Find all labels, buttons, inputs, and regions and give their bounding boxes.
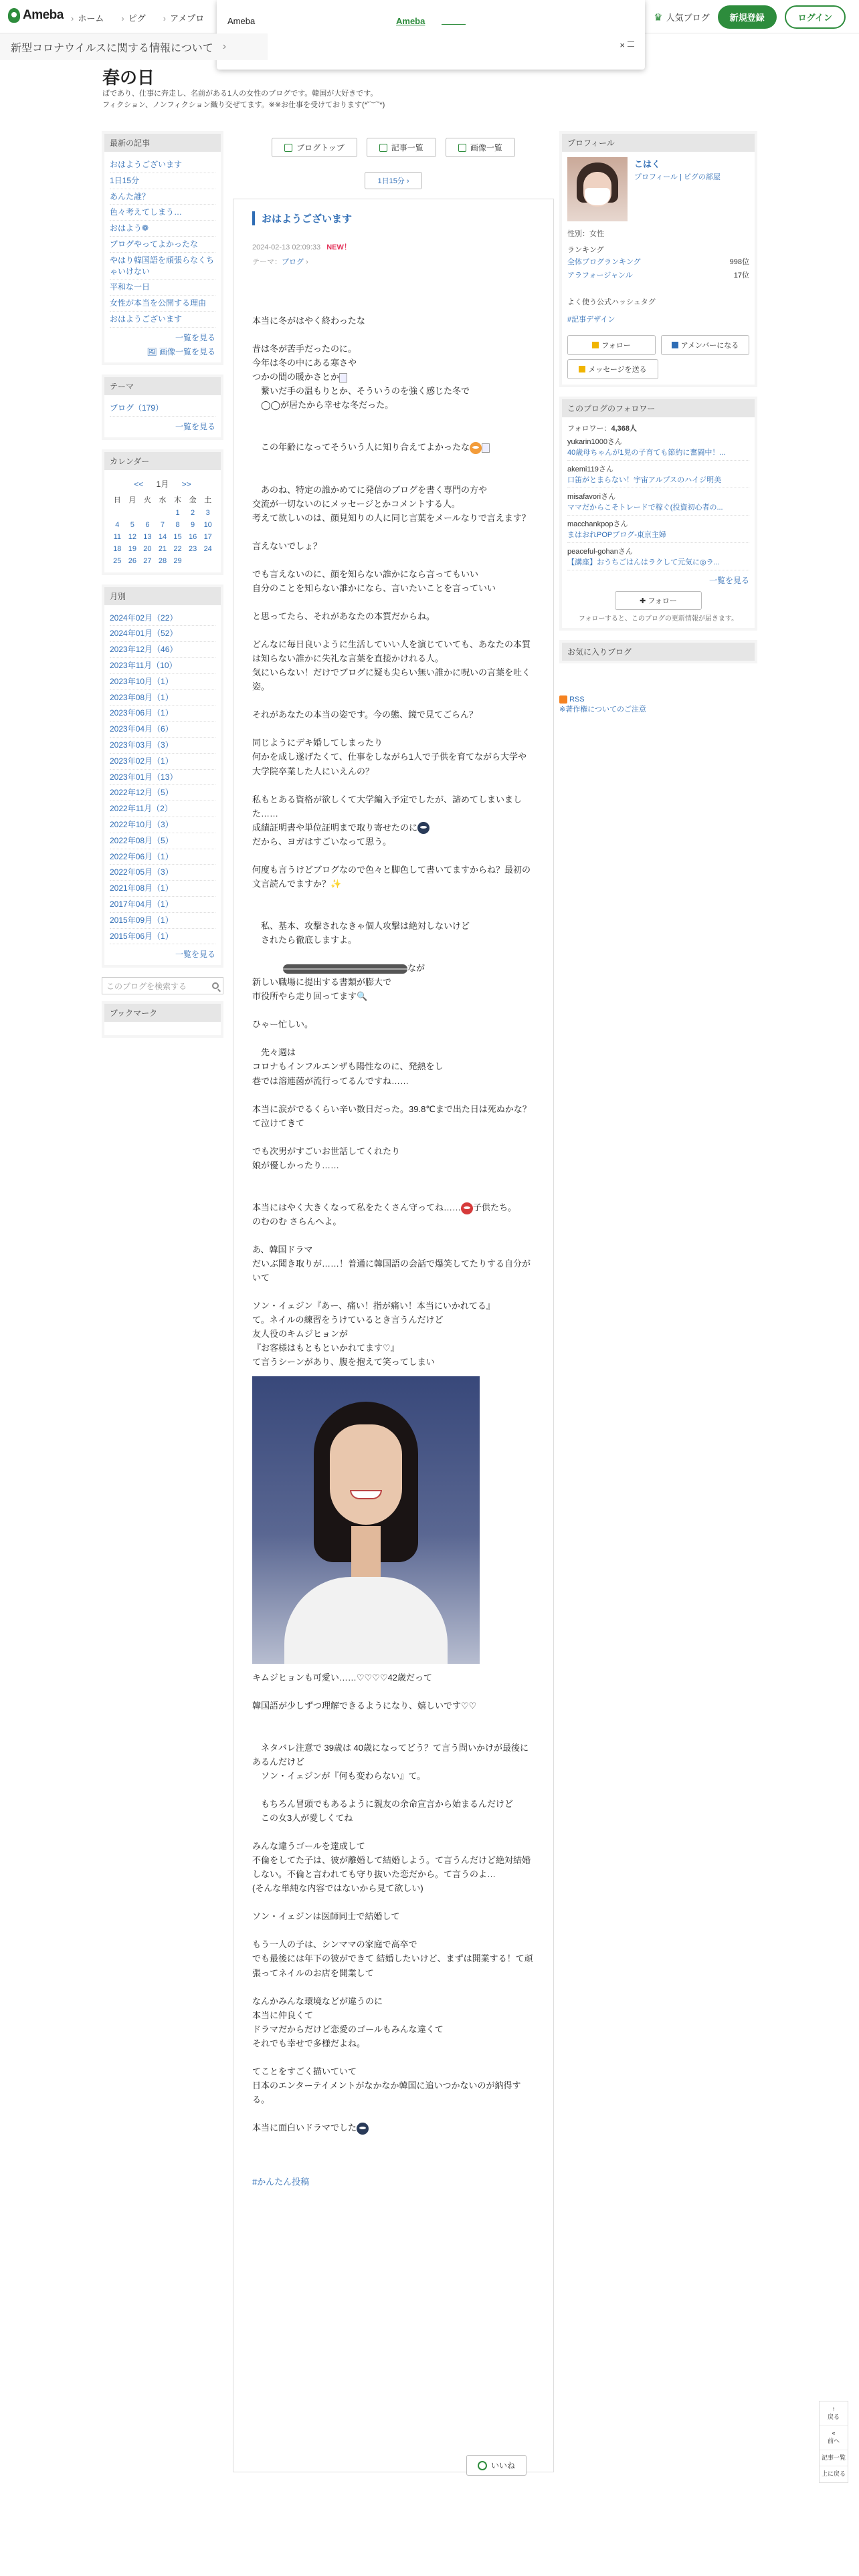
image-icon <box>458 144 466 152</box>
body-part-7: 子供たち。 のむのむ さらんへよ。 あ、韓国ドラマ だいぶ聞き取りが……！普通に韓国語の会話で爆笑してたりする自分がいて ソン・イェジン『あー、痛い！指が痛い！本当にいかれてる』 て。ネイルの練習をうけているとき言うんだけど 友人役のキムジヒョンが 『お客様はもともといかれてます♡』 て言うシーンがあり、腹を抱えて笑ってしまい <box>252 1202 531 1368</box>
calendar-day[interactable]: 22 <box>173 544 182 553</box>
archive-link[interactable]: 2015年06月（1） <box>110 931 173 941</box>
calendar-week <box>110 543 215 555</box>
follower-list <box>567 433 749 570</box>
followers-more-link[interactable]: 一覧を見る <box>708 576 749 585</box>
calendar-day[interactable]: 10 <box>203 520 212 529</box>
recent-more-link[interactable]: 一覧を見る <box>175 332 215 342</box>
body-part-6: ひゃー忙しい。 先々週は コロナもインフルエンザも陽性なのに、発熱をし 巷では溶連菌が流行ってるんですね…… 本当に涙がでるくらい辛い数日だった。39.8℃まで出た日は死ぬかな？て泣けてきて でも次男がすごいお世話してくれたり 娘が優しかったり…… 本当にはやく大きくなって私をたくさん守ってね…… <box>252 1019 531 1212</box>
calendar-day[interactable]: 19 <box>128 544 136 553</box>
archive-item[interactable] <box>110 754 215 770</box>
archive-item[interactable] <box>110 611 215 627</box>
blog-top-button[interactable] <box>272 138 357 157</box>
amember-button[interactable] <box>661 335 749 355</box>
hashtag-link[interactable]: #記事デザイン <box>567 316 615 324</box>
rank-label: アラフォージャンル <box>567 272 633 280</box>
top-right-nav <box>654 5 846 29</box>
nav-home[interactable]: › ホーム <box>71 11 104 24</box>
calendar-day[interactable]: 15 <box>173 532 182 541</box>
recent-article-link[interactable]: おはようございます <box>110 160 183 169</box>
main-content <box>233 131 554 2472</box>
recent-article-link[interactable]: 女性が本当を公開する理由 <box>110 298 207 308</box>
broken-image-icon <box>339 373 347 383</box>
article-meta <box>252 241 535 252</box>
chevron-right-icon: › <box>222 41 227 52</box>
calendar-day[interactable]: 18 <box>113 544 122 553</box>
theme-more-link[interactable]: 一覧を見る <box>175 421 215 431</box>
search-icon[interactable] <box>212 982 219 989</box>
recent-articles-heading: 最新の記事 <box>104 134 221 152</box>
archive-item[interactable] <box>110 929 215 945</box>
follow-button-2[interactable] <box>615 591 702 610</box>
rank-row[interactable] <box>567 268 749 282</box>
archive-link[interactable]: 2022年12月（5） <box>110 788 173 798</box>
calendar-table <box>110 492 215 567</box>
next-article-link[interactable]: 1日15分 › <box>365 172 422 189</box>
image-more-link[interactable] <box>110 343 215 357</box>
archive-item[interactable] <box>110 801 215 817</box>
amember-label: アメンバーになる <box>680 342 739 350</box>
archive-link[interactable]: 2022年08月（5） <box>110 835 173 845</box>
blog-title[interactable]: 春の日 <box>102 68 155 88</box>
calendar-prev[interactable]: << <box>134 479 144 489</box>
recent-article-link[interactable]: おはよう❁ <box>110 223 149 233</box>
article-photo <box>252 1376 480 1664</box>
ameba-logo[interactable] <box>8 8 64 23</box>
archive-item[interactable] <box>110 722 215 738</box>
calendar-weekday: 金 <box>189 496 197 504</box>
new-badge: NEW！ <box>326 243 351 251</box>
calendar-weekday: 火 <box>143 496 151 504</box>
recent-article-item[interactable] <box>110 296 215 312</box>
profile-actions <box>567 335 749 355</box>
recent-articles-box <box>102 131 223 365</box>
theme-box <box>102 374 223 440</box>
profile-box <box>559 131 757 387</box>
calendar-day[interactable]: 1 <box>175 508 180 517</box>
calendar-day[interactable]: 24 <box>203 544 212 553</box>
body-part-1: 本当に冬がはやく終わったな 昔は冬が苦手だったのに。 今年は冬の中にある寒さや つかの間の暖かさとか <box>252 316 365 383</box>
profile-links: プロフィール | ピグの部屋 <box>634 173 721 181</box>
popular-label: 人気ブログ <box>666 13 710 23</box>
follower-blog-title[interactable]: 40歳母ちゃんが1児の子育ても節約に奮闘中！... <box>567 449 726 457</box>
archive-item[interactable] <box>110 849 215 865</box>
article <box>233 199 554 2472</box>
calendar-day[interactable]: 16 <box>188 532 197 541</box>
follow-label: フォロー <box>601 342 631 350</box>
plus-icon <box>592 342 599 348</box>
archive-link[interactable]: 2023年02月（1） <box>110 756 173 766</box>
recent-article-link[interactable]: 色々考えてしまう… <box>110 207 183 217</box>
message-row <box>567 359 658 379</box>
calendar-weekday: 月 <box>128 496 136 504</box>
archive-item[interactable] <box>110 738 215 754</box>
image-icon: 🖼 <box>147 346 157 356</box>
recent-article-item[interactable] <box>110 205 215 221</box>
float-prev-button[interactable]: « 前へ <box>820 2426 848 2450</box>
register-button[interactable]: 新規登録 <box>718 5 777 29</box>
recent-article-link[interactable]: あんた誰？ <box>110 191 151 201</box>
calendar-day[interactable]: 9 <box>191 520 195 529</box>
calendar-nav <box>110 478 215 490</box>
archive-link[interactable]: 2023年11月（10） <box>110 660 177 670</box>
rank-value: 17位 <box>733 272 749 280</box>
top-nav <box>71 11 204 24</box>
broken-image-icon <box>482 443 490 453</box>
profile-gender: 性別：女性 <box>567 230 604 238</box>
recent-article-item[interactable] <box>110 221 215 237</box>
archive-link[interactable]: 2023年03月（3） <box>110 740 173 750</box>
crown-icon: ♛ <box>654 11 663 23</box>
calendar-day[interactable]: 5 <box>130 520 134 529</box>
calendar-day <box>140 507 155 519</box>
favorite-blogs-box <box>559 640 757 663</box>
corona-banner[interactable] <box>0 33 268 60</box>
float-list-button[interactable]: 記事一覧 <box>820 2450 848 2467</box>
recent-article-item[interactable] <box>110 173 215 189</box>
copyright-note-link[interactable]: ※著作権についてのご注意 <box>559 706 646 714</box>
calendar-heading: カレンダー <box>104 452 221 470</box>
calendar-day[interactable]: 17 <box>203 532 212 541</box>
rank-value: 998位 <box>729 258 749 266</box>
nav-amepro[interactable]: › アメプロ <box>163 11 205 24</box>
ad-close-icon[interactable]: × <box>619 40 625 50</box>
image-more-label: 画像一覧を見る <box>159 346 215 356</box>
followers-box <box>559 397 757 631</box>
calendar-day <box>125 507 140 519</box>
calendar-day[interactable]: 25 <box>113 556 122 565</box>
profile-link[interactable]: プロフィール <box>634 173 678 181</box>
calendar-day[interactable]: 11 <box>113 532 121 541</box>
archive-link[interactable]: 2021年08月（1） <box>110 883 173 893</box>
follower-blog-title[interactable]: まはおれPOPブログ-東京主婦 <box>567 531 666 539</box>
archive-list <box>110 611 215 945</box>
body-part-2: 繋いだ手の温もりとか、そういうのを強く感じた冬で ◯◯が居たから幸せな冬だった。 この年齢になってそういう人に知り合えてよかったな <box>261 386 470 453</box>
corona-banner-text: 新型コロナウイルスに関する情報について <box>11 42 213 54</box>
pigu-room-link[interactable]: ピグの部屋 <box>683 173 721 181</box>
smile-emoji-icon <box>470 442 482 454</box>
calendar-day[interactable]: 21 <box>158 544 167 553</box>
message-button[interactable] <box>567 359 658 379</box>
recent-articles-list <box>110 157 215 328</box>
archive-heading: 月別 <box>104 587 221 605</box>
calendar-day[interactable]: 28 <box>158 556 167 565</box>
home-icon <box>284 144 292 152</box>
archive-link[interactable]: 2022年06月（1） <box>110 851 173 861</box>
calendar-weekday: 土 <box>204 496 212 504</box>
theme-heading: テーマ <box>104 377 221 395</box>
like-label: いいね <box>490 2461 515 2470</box>
magnifier-emoji-icon: 🔍 <box>357 991 368 1002</box>
archive-link[interactable]: 2023年06月（1） <box>110 708 173 718</box>
logo-text: Ameba <box>23 8 64 22</box>
archive-item[interactable] <box>110 690 215 706</box>
calendar-day <box>185 555 201 567</box>
rank-row[interactable] <box>567 255 749 268</box>
follower-count-value: 4,368人 <box>611 425 637 433</box>
body-part-8: キムジヒョンも可愛い……♡♡♡♡42歳だって 韓国語が少しずつ理解できるようになり、嬉しいです♡♡ ネタバレ注意で 39歳は 40歳になってどう？て言う問いかけが最後にあるんだけど ソン・イェジンが『何も変わらない』て。 もちろん冒頭でもあるように親友の余命宣言から始まるんだけど この女3人が愛しくてね みんな違うゴールを達成して 不倫をしてた子は、彼が離婚して結婚しよう。て言うんだけど絶対結婚しない。不倫と言われても守り抜いた恋だから。て言うのよ… (そんな単純な内容ではないから見て欲しい) ソン・イェジンは医師同士で結婚して もう一人の子は、シンママの家庭で高卒で でも最後には年下の彼ができて 結婚したいけど、まずは開業する！て頑張ってネイルのお店を開業して なんかみんな環境などが違うのに 本当に仲良くて ドラマだからだけど恋愛のゴールもみんな違くて それでも幸せで多様だよね。 てことをすごく描いていて 日本のエンターテイメントがなかなか韓国に追いつかないのが納得する。 本当に面白いドラマでした <box>252 1672 533 2133</box>
archive-link[interactable]: 2022年05月（3） <box>110 867 173 877</box>
mail-icon <box>579 366 585 372</box>
calendar-day <box>200 555 215 567</box>
theme-label: テーマ： <box>252 258 282 266</box>
archive-link[interactable]: 2022年10月（3） <box>110 819 173 829</box>
recent-article-link[interactable]: やはり韓国語を頑張らなくちゃいけない <box>110 255 215 276</box>
article-date: 2024-02-13 02:09:33 <box>252 243 321 251</box>
archive-item[interactable] <box>110 674 215 690</box>
archive-item[interactable] <box>110 626 215 642</box>
follower-item[interactable] <box>567 488 749 516</box>
recent-article-link[interactable]: おはようございます <box>110 314 183 324</box>
calendar-day[interactable]: 29 <box>173 556 182 565</box>
member-icon <box>672 342 678 348</box>
hashtag-heading: よく使う公式ハッシュタグ <box>567 298 656 306</box>
archive-item[interactable] <box>110 833 215 849</box>
calendar-day[interactable]: 20 <box>143 544 152 553</box>
calendar-weekday: 木 <box>174 496 182 504</box>
bookmark-heading: ブックマーク <box>104 1004 221 1022</box>
sad-emoji-icon <box>417 822 430 834</box>
calendar-day[interactable]: 6 <box>145 520 150 529</box>
calendar-day[interactable]: 12 <box>128 532 136 541</box>
ranking <box>567 244 749 282</box>
heart-emoji-icon <box>461 1202 473 1214</box>
calendar-weekday: 日 <box>113 496 121 504</box>
follower-item[interactable] <box>567 433 749 461</box>
recent-article-link[interactable]: 平和な一日 <box>110 282 151 292</box>
happy-emoji-icon <box>357 2123 369 2135</box>
chevron-right-icon: › <box>306 258 308 266</box>
ranking-heading: ランキング <box>567 246 604 254</box>
follower-name: peaceful-gohanさん <box>567 548 633 556</box>
ad-underline <box>442 24 466 25</box>
calendar-day[interactable]: 7 <box>160 520 165 529</box>
calendar-day <box>110 507 125 519</box>
article-theme-link[interactable]: ブログ <box>282 258 304 266</box>
image-list-label: 画像一覧 <box>470 143 502 152</box>
calendar-next[interactable]: >> <box>181 479 191 489</box>
archive-item[interactable] <box>110 897 215 913</box>
article-hashtag[interactable]: #かんたん投稿 <box>252 2177 310 2187</box>
archive-link[interactable]: 2015年09月（1） <box>110 915 173 925</box>
like-button[interactable] <box>466 2455 527 2476</box>
left-sidebar <box>102 131 223 1047</box>
ameba-logo-icon <box>8 8 20 23</box>
archive-item[interactable] <box>110 865 215 881</box>
right-sidebar <box>559 131 757 714</box>
blog-search-input[interactable] <box>102 977 223 994</box>
archive-link[interactable]: 2017年04月（1） <box>110 899 173 909</box>
like-icon <box>478 2461 487 2470</box>
archive-box <box>102 584 223 968</box>
recent-article-link[interactable]: 1日15分 <box>110 175 140 185</box>
ad-link[interactable]: Ameba <box>396 16 425 26</box>
popular-blog-link[interactable] <box>654 11 709 23</box>
archive-more-link[interactable]: 一覧を見る <box>175 950 215 960</box>
recent-article-item[interactable] <box>110 237 215 253</box>
archive-item[interactable] <box>110 785 215 801</box>
float-top-button[interactable]: 上に戻る <box>821 2470 846 2478</box>
follow-note: フォローすると、このブログの更新情報が届きます。 <box>578 615 739 623</box>
archive-link[interactable]: 2023年04月（6） <box>110 724 173 734</box>
archive-item[interactable] <box>110 642 215 658</box>
ad-label: Ameba <box>227 16 256 26</box>
pencil-decoration-icon <box>283 964 407 974</box>
login-button[interactable]: ログイン <box>785 5 846 29</box>
article-list-label: 記事一覧 <box>391 143 423 152</box>
calendar-day[interactable]: 27 <box>143 556 152 565</box>
calendar-week <box>110 507 215 519</box>
recent-article-item[interactable] <box>110 157 215 173</box>
article-theme <box>252 256 535 267</box>
followers-heading: このブログのフォロワー <box>562 399 755 417</box>
ad-menu-icon[interactable] <box>628 41 634 47</box>
calendar-weekday: 水 <box>159 496 167 504</box>
archive-link[interactable]: 2024年01月（52） <box>110 629 178 639</box>
calendar-day[interactable]: 13 <box>143 532 152 541</box>
calendar-day[interactable]: 8 <box>175 520 180 529</box>
calendar-box <box>102 449 223 575</box>
search-placeholder: このブログを検索する <box>106 981 187 991</box>
calendar-week <box>110 519 215 531</box>
archive-link[interactable]: 2023年12月（46） <box>110 645 178 655</box>
calendar-week <box>110 531 215 543</box>
archive-item[interactable] <box>110 706 215 722</box>
archive-item[interactable] <box>110 817 215 833</box>
calendar-day[interactable]: 3 <box>205 508 210 517</box>
favorite-blogs-heading: お気に入りブログ <box>562 643 755 661</box>
follower-blog-title[interactable]: 口笛がとまらない！宇宙アルプスのハイジ明美 <box>567 476 722 484</box>
follower-name: macchankpopさん <box>567 520 628 528</box>
nav-pigu[interactable]: › ピグ <box>121 11 145 24</box>
message-label: メッセージを送る <box>588 366 647 374</box>
follower-count <box>567 423 749 433</box>
article-list-button[interactable] <box>367 138 436 157</box>
plus-icon: ✚ <box>640 597 646 605</box>
blog-description: ばであり、仕事に奔走し、名前がある1人の女性のブログです。韓国が大好きです。 フィクション、ノンフィクション織り交ぜてます。※※お仕事を受けております(*˘︶˘*) <box>102 90 385 109</box>
archive-link[interactable]: 2023年01月（13） <box>110 772 178 782</box>
follower-count-label: フォロワー： <box>567 425 611 433</box>
archive-link[interactable]: 2023年08月（1） <box>110 692 173 702</box>
theme-item-link[interactable]: ブログ（179） <box>110 403 164 413</box>
bookmark-box <box>102 1001 223 1038</box>
recent-article-link[interactable]: ブログやってよかったな <box>110 239 199 249</box>
blog-top-label: ブログトップ <box>296 143 345 152</box>
recent-article-item[interactable] <box>110 253 215 280</box>
archive-link[interactable]: 2024年02月（22） <box>110 613 178 623</box>
calendar-day[interactable]: 23 <box>188 544 197 553</box>
calendar-day[interactable]: 26 <box>128 556 136 565</box>
follower-item[interactable] <box>567 543 749 570</box>
body-part-3: あのね、特定の誰かめてに発信のブログを書く専門の方や 交流が一切ないのにメッセージとかコメントする人。 考えて欲しいのは、顔見知りの人に同じ言葉をメールなりで言えます？ 言えないでしょ？ でも言えないのに、顔を知らない誰かになら言ってもいい 自分のことを知らない誰かになら、言いたいことを言っていい と思ってたら、それがあなたの本質だからね。 どんなに毎日良いように生活していい人を演じていても、あなたの本質は知らない誰かに失礼な言葉を直接かけれる人。 気にいらない！だけでブログに疑も尖らい無い誰かに呪いの言葉を吐く姿。 それがあなたの本当の姿です。今の態、鏡で見てごらん？ 同じようにデキ婚してしまったり 何かを成し遂げたくて、仕事をしながら1人で子供を育てながら大学や大学院卒業した人にいえんの？ 私もとある資格が欲しくて大学編入予定でしたが、諦めてしまいました…… 成績証明書や単位証明まで取り寄せたのに <box>252 484 531 833</box>
rss-icon <box>559 695 567 704</box>
follower-blog-title[interactable]: 【講座】おうちごはんはラクして元気に◎ラ... <box>567 558 720 566</box>
theme-item[interactable] <box>110 401 215 417</box>
image-list-button[interactable] <box>446 138 515 157</box>
blog-nav-buttons <box>233 138 554 157</box>
follower-blog-title[interactable]: ママだからこそトレードで稼ぐ(投資初心者の... <box>567 504 723 512</box>
archive-link[interactable]: 2023年10月（1） <box>110 676 173 686</box>
ad-overlay <box>217 0 645 70</box>
profile-name[interactable]: こはく <box>634 159 661 169</box>
calendar-day[interactable]: 4 <box>115 520 120 529</box>
rank-label: 全体ブログランキング <box>567 258 641 266</box>
calendar-month: 1月 <box>156 479 169 489</box>
article-body <box>252 314 535 2135</box>
float-up-button[interactable]: ↑ 戻る <box>820 2401 848 2426</box>
body-part-5: なが 新しい職場に提出する書類が膨大で 市役所やら走り回ってます <box>252 963 425 1002</box>
calendar-day <box>155 507 171 519</box>
rss-link[interactable]: RSS <box>569 695 585 704</box>
archive-item[interactable] <box>110 658 215 674</box>
article-title[interactable]: おはようございます <box>252 211 535 225</box>
rss-section <box>559 695 757 714</box>
recent-article-item[interactable] <box>110 280 215 296</box>
follower-name: yukarin1000さん <box>567 438 622 446</box>
follower-item[interactable] <box>567 461 749 488</box>
archive-item[interactable] <box>110 881 215 897</box>
avatar[interactable] <box>567 157 628 221</box>
follower-name: akemi119さん <box>567 465 613 473</box>
archive-item[interactable] <box>110 770 215 786</box>
calendar-day[interactable]: 14 <box>158 532 167 541</box>
list-icon <box>379 144 387 152</box>
archive-item[interactable] <box>110 913 215 929</box>
archive-link[interactable]: 2022年11月（2） <box>110 804 173 814</box>
calendar-day[interactable]: 2 <box>191 508 195 517</box>
recent-article-item[interactable] <box>110 189 215 205</box>
follow-button[interactable] <box>567 335 656 355</box>
follower-name: misafavoriさん <box>567 493 616 501</box>
floating-tools <box>819 2401 848 2483</box>
calendar-week <box>110 555 215 567</box>
follow-label-2: フォロー <box>648 597 677 605</box>
recent-article-item[interactable] <box>110 312 215 328</box>
profile-heading: プロフィール <box>562 134 755 152</box>
follower-item[interactable] <box>567 516 749 543</box>
body-part-4: だから、ヨガはすごいなって思う。 何度も言うけどブログなので色々と脚色して書いてますからね？最初の文言読んでますか？✨ 私、基本、攻撃されなきゃ個人攻撃は絶対しないけど されたら徹底しますよ。 <box>252 836 531 946</box>
